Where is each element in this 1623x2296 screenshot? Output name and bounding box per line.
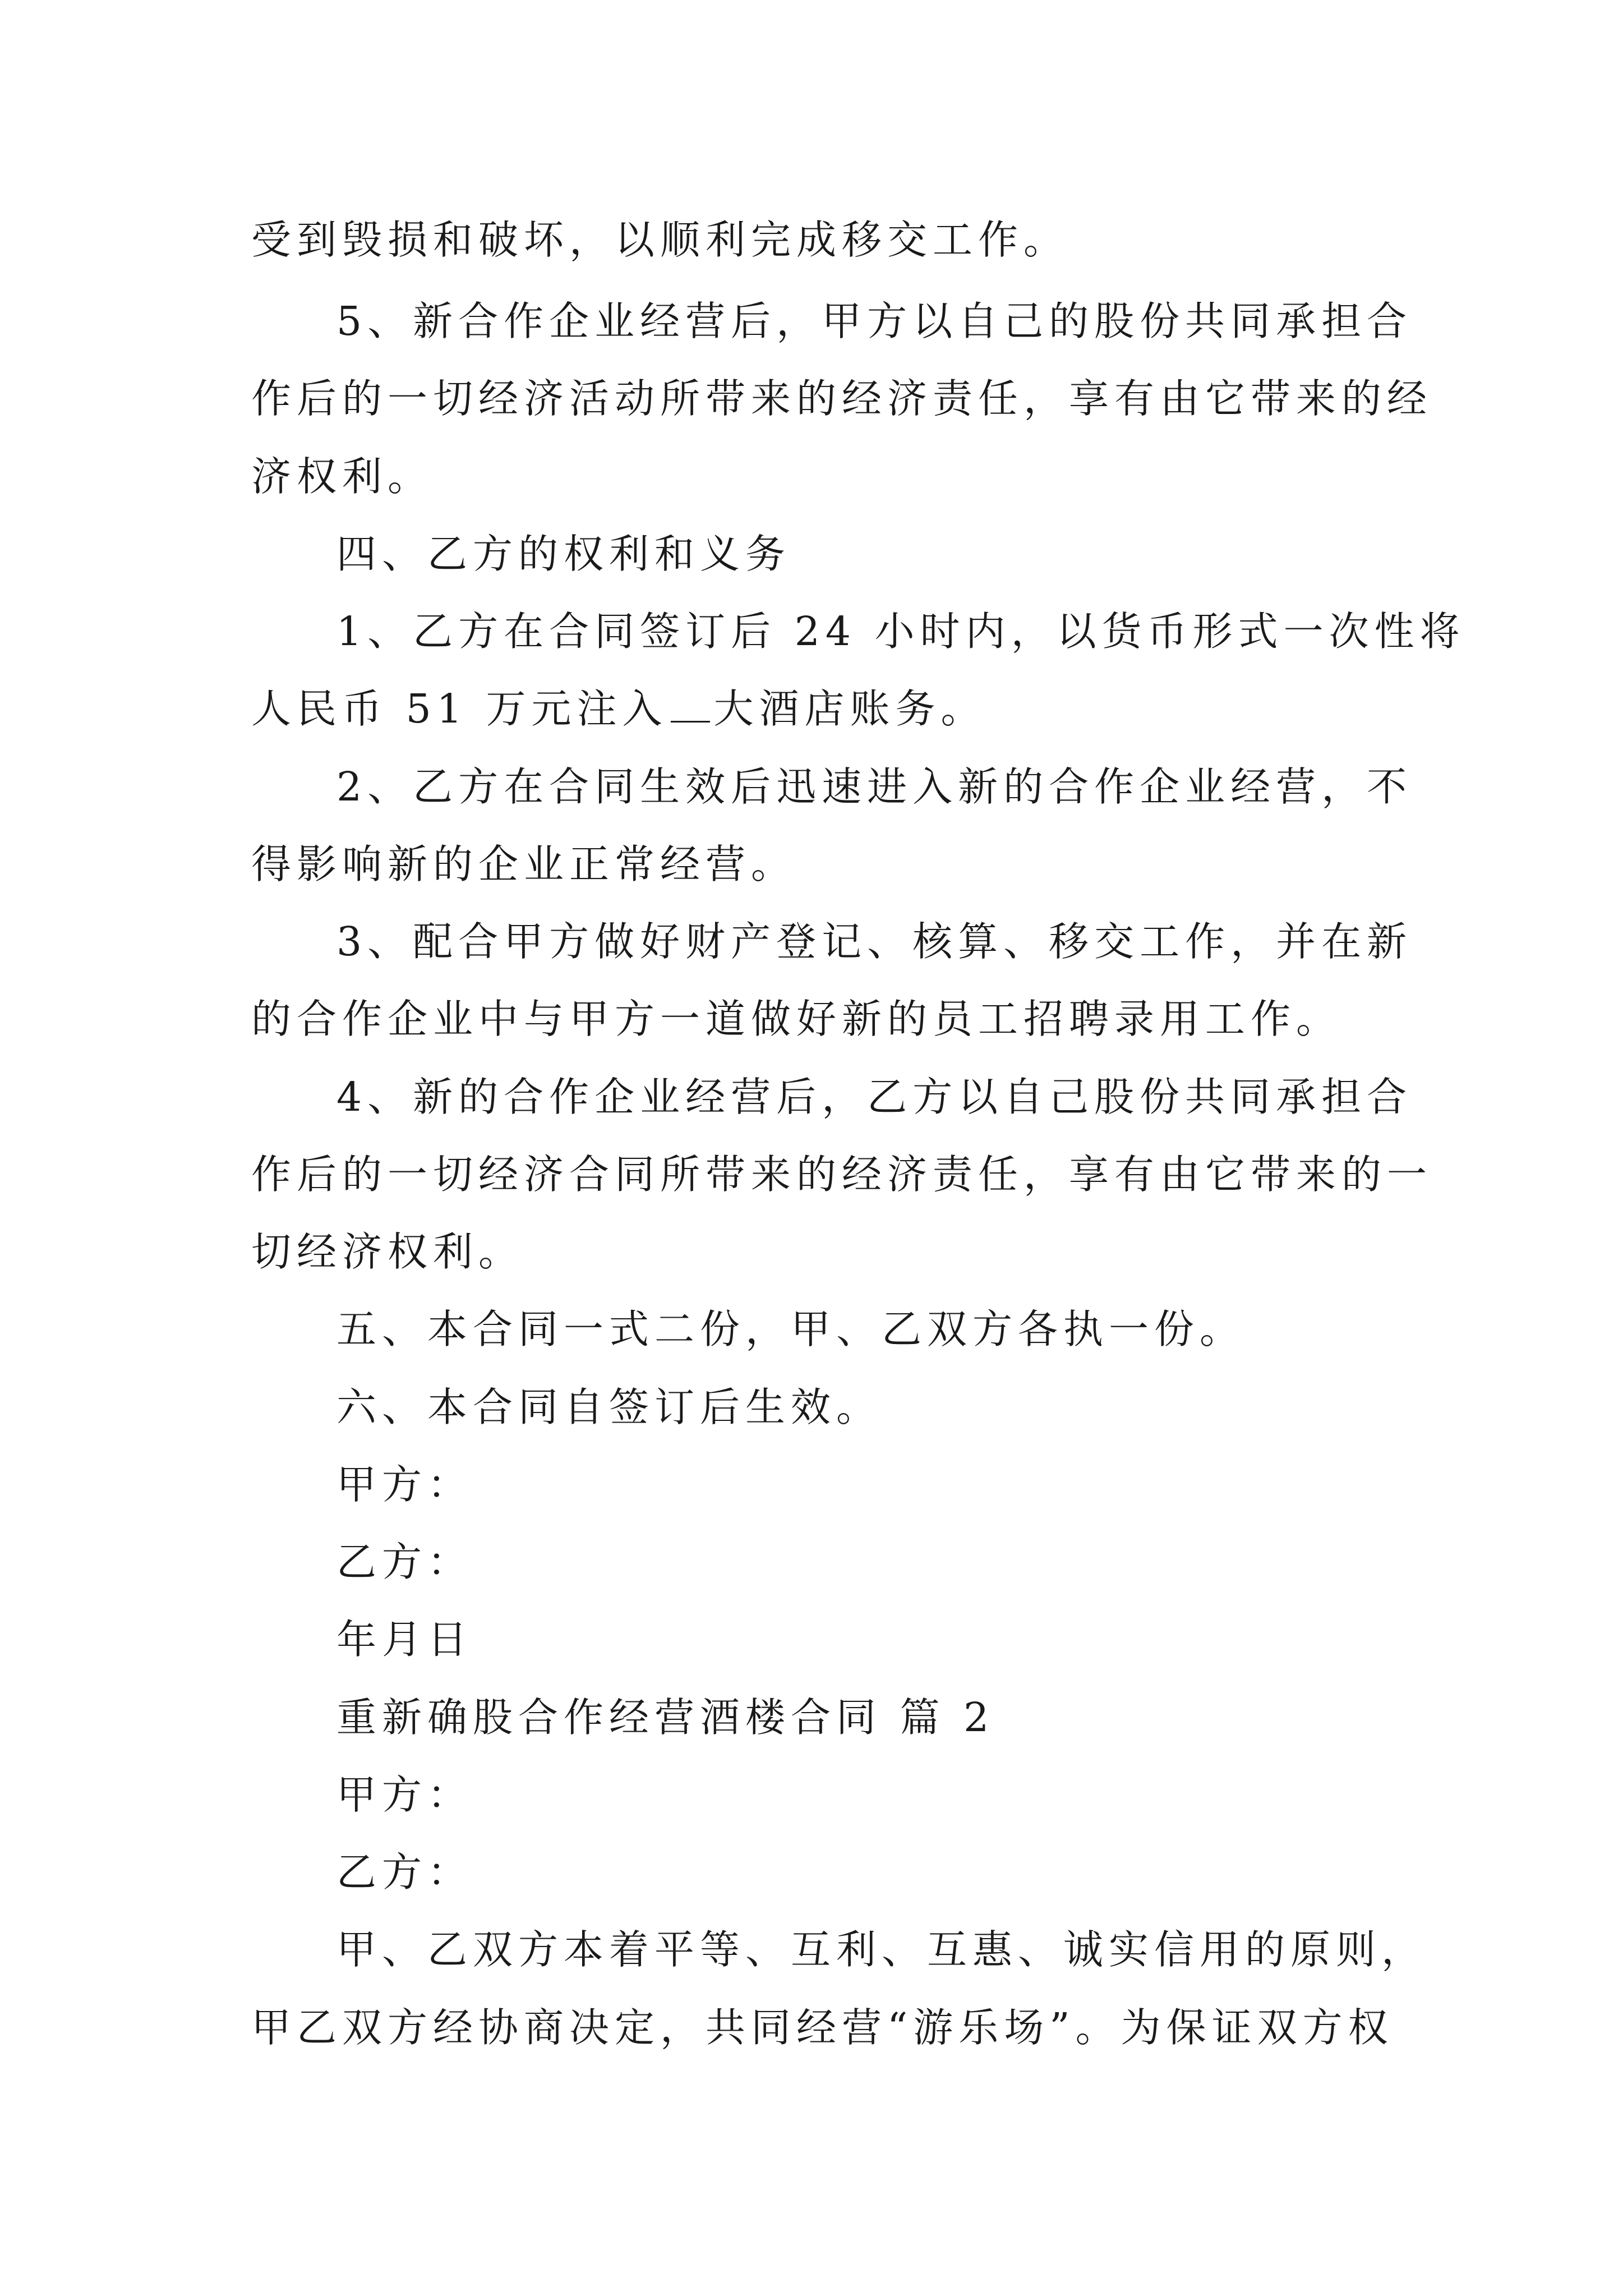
text-line: 六、本合同自签订后生效。	[336, 1384, 882, 1430]
party-b-label: 乙方：	[336, 1539, 473, 1585]
text-line	[251, 685, 986, 732]
text-line: 作后的一切经济合同所带来的经济责任，享有由它带来的一	[251, 1151, 1433, 1198]
text-line: 甲乙双方经协商决定，共同经营“游乐场”。为保证双方权	[251, 2004, 1394, 2051]
section-heading: 四、乙方的权利和义务	[336, 531, 791, 577]
text-line: 五、本合同一式二份，甲、乙双方各执一份。	[336, 1306, 1246, 1352]
text-line: 作后的一切经济活动所带来的经济责任，享有由它带来的经	[251, 375, 1433, 422]
party-b-label: 乙方：	[336, 1849, 473, 1895]
text-line: 济权利。	[251, 453, 434, 500]
party-a-label: 甲方：	[336, 1772, 473, 1818]
text-segment: 人民币 51 万元注入	[251, 685, 668, 732]
party-a-label: 甲方：	[336, 1461, 473, 1508]
fill-in-blank	[671, 717, 710, 723]
document-title: 重新确股合作经营酒楼合同 篇 2	[336, 1694, 995, 1741]
text-segment: 大酒店账务。	[713, 685, 986, 732]
text-line: 4、新的合作企业经营后，乙方以自己股份共同承担合	[336, 1074, 1413, 1120]
text-line: 1、乙方在合同签订后 24 小时内，以货币形式一次性将	[336, 608, 1465, 655]
text-line: 切经济权利。	[251, 1228, 524, 1275]
text-line: 的合作企业中与甲方一道做好新的员工招聘录用工作。	[251, 996, 1342, 1042]
date-label: 年月日	[336, 1616, 473, 1663]
text-line: 甲、乙双方本着平等、互利、互惠、诚实信用的原则，	[336, 1926, 1427, 1973]
text-line: 得影响新的企业正常经营。	[251, 841, 797, 887]
text-line: 受到毁损和破坏，以顺利完成移交工作。	[251, 217, 1069, 263]
text-line: 3、配合甲方做好财产登记、核算、移交工作，并在新	[336, 918, 1413, 965]
text-line: 5、新合作企业经营后，甲方以自己的股份共同承担合	[336, 298, 1413, 344]
text-line: 2、乙方在合同生效后迅速进入新的合作企业经营，不	[336, 763, 1413, 810]
